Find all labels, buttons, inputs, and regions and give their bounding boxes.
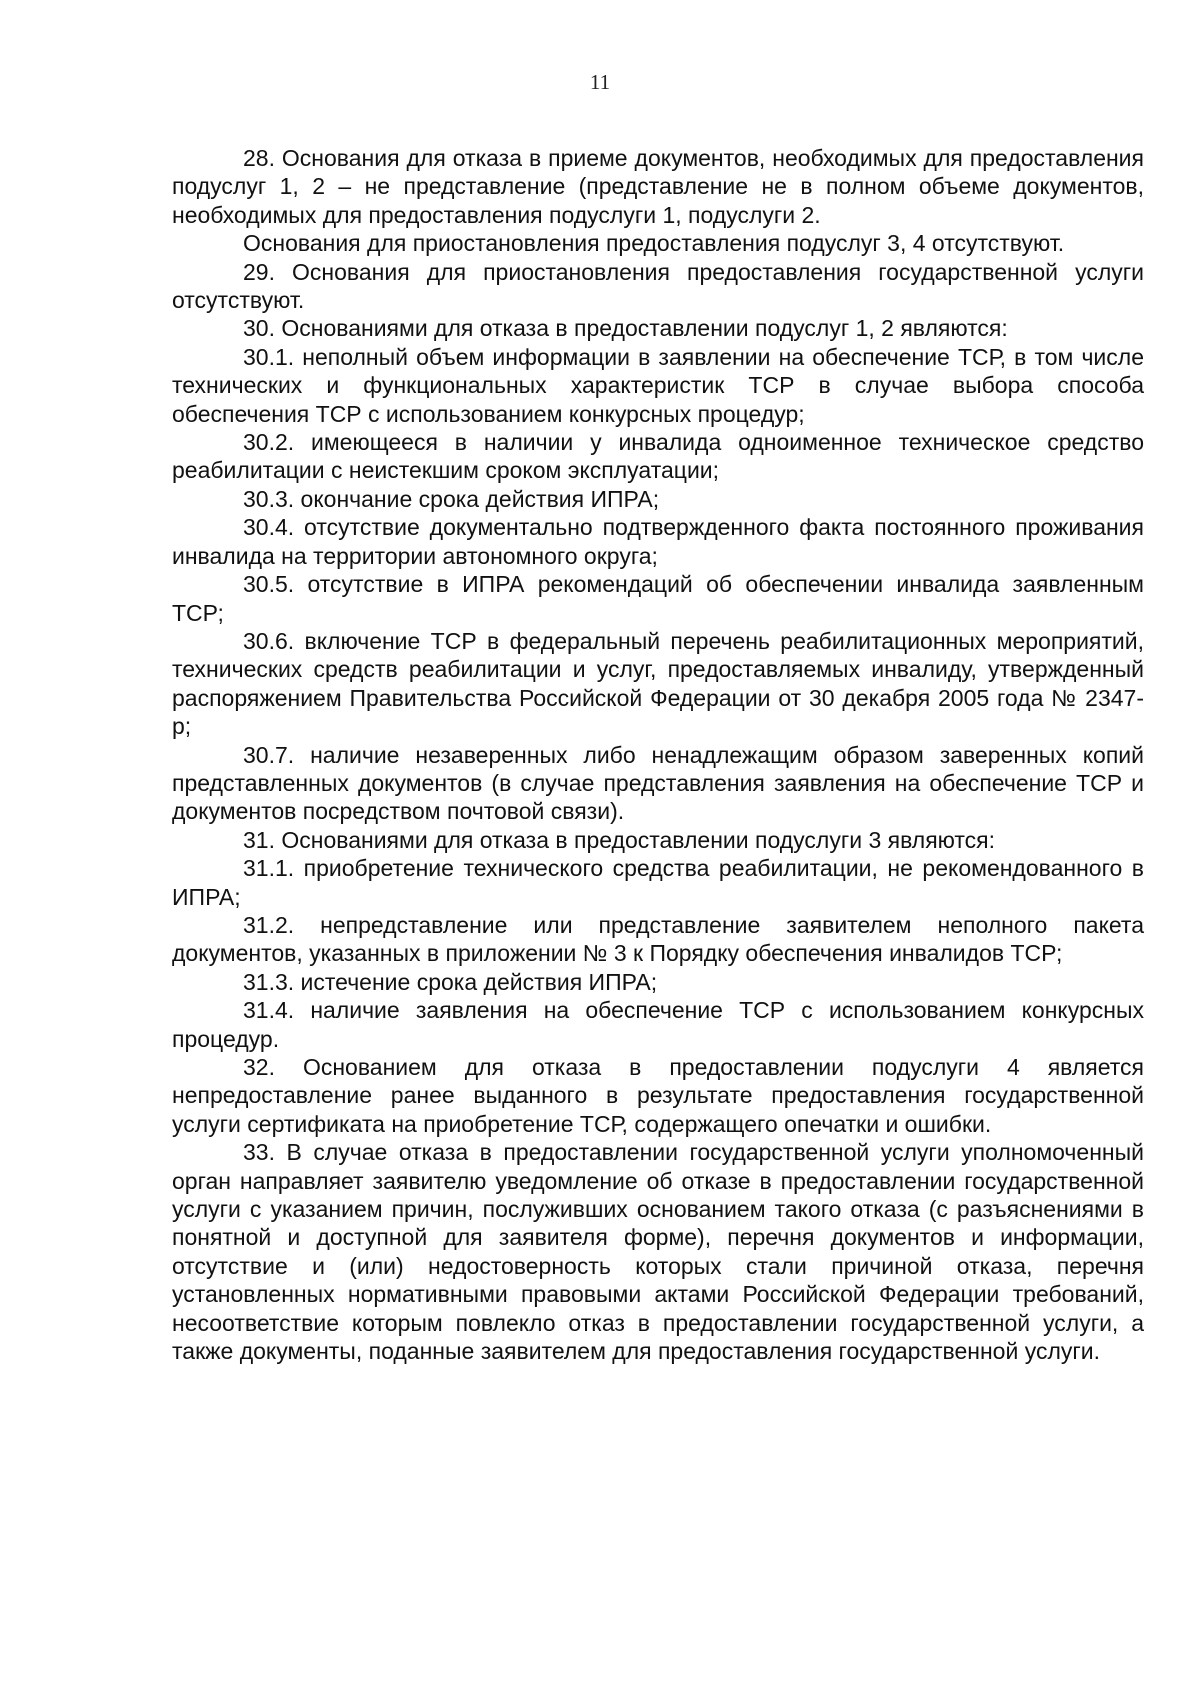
paragraph-31-2: 31.2. непредставление или представление заявителем неполного пакета документов, указанных в приложении № 3 к Порядку обеспечения инвалидов ТСР; (172, 911, 1144, 967)
page-number: 11 (589, 70, 611, 94)
paragraph-30: 30. Основаниями для отказа в предоставлении подуслуг 1, 2 являются: (243, 315, 1008, 342)
paragraph-31: 31. Основаниями для отказа в предоставлении подуслуги 3 являются: (243, 826, 996, 853)
paragraph-30-2: 30.2. имеющееся в наличии у инвалида одноименное техническое средство реабилитации с неистекшим сроком эксплуатации; (172, 429, 1144, 484)
paragraph-31-3: 31.3. истечение срока действия ИПРА; (243, 968, 658, 995)
paragraph-30-1: 30.1. неполный объем информации в заявлении на обеспечение ТСР, в том числе технических и функциональных характеристик ТСР в случае выбора способа обеспечения ТСР с использованием конкурсных процедур; (172, 343, 1144, 427)
paragraph-28: 28. Основания для отказа в приеме документов, необходимых для предоставления подуслуг 1, 2 – не представление (представление не в полном объеме документов, необходимых для предоставления подуслуги 1, подуслуги 2. (172, 145, 1144, 228)
paragraph-31-4: 31.4. наличие заявления на обеспечение ТСР с использованием конкурсных процедур. (172, 997, 1144, 1052)
paragraph-33: 33. В случае отказа в предоставлении государственной услуги уполномоченный орган направляет заявителю уведомление об отказе в предоставлении государственной услуги с указанием причин, послуживших основанием такого отказа (с разъяснениями в понятной и доступной для заявителя форме), перечня документов и информации, отсутствие и (или) недостоверность которых стали причиной отказа, перечня установленных нормативными правовыми актами Российской Федерации требований, несоответствие которым повлекло отказ в предоставлении государственной услуги, а также документы, поданные заявителем для предоставления государственной услуги. (172, 1139, 1144, 1365)
paragraph-30-3: 30.3. окончание срока действия ИПРА; (243, 485, 660, 512)
paragraph-28-suspension: Основания для приостановления предоставления подуслуг 3, 4 отсутствуют. (243, 230, 1065, 257)
paragraph-29: 29. Основания для приостановления предоставления государственной услуги отсутствуют. (172, 258, 1144, 314)
paragraph-30-6: 30.6. включение ТСР в федеральный перечень реабилитационных мероприятий, технических средств реабилитации и услуг, предоставляемых инвалиду, утвержденный распоряжением Правительства Российской Федерации от 30 декабря 2005 года № 2347-р; (172, 627, 1144, 740)
paragraph-31-1: 31.1. приобретение технического средства реабилитации, не рекомендованного в ИПРА; (172, 855, 1144, 910)
paragraph-32: 32. Основанием для отказа в предоставлении подуслуги 4 является непредоставление ранее выданного в результате предоставления государственной услуги сертификата на приобретение ТСР, содержащего опечатки и ошибки. (172, 1054, 1144, 1137)
paragraph-30-7: 30.7. наличие незаверенных либо ненадлежащим образом заверенных копий представленных документов (в случае представления заявления на обеспечение ТСР и документов посредством почтовой связи). (172, 741, 1144, 825)
document-body (172, 144, 1144, 1365)
paragraph-30-4: 30.4. отсутствие документально подтвержденного факта постоянного проживания инвалида на территории автономного округа; (172, 514, 1144, 569)
paragraph-30-5: 30.5. отсутствие в ИПРА рекомендаций об обеспечении инвалида заявленным ТСР; (172, 571, 1144, 626)
